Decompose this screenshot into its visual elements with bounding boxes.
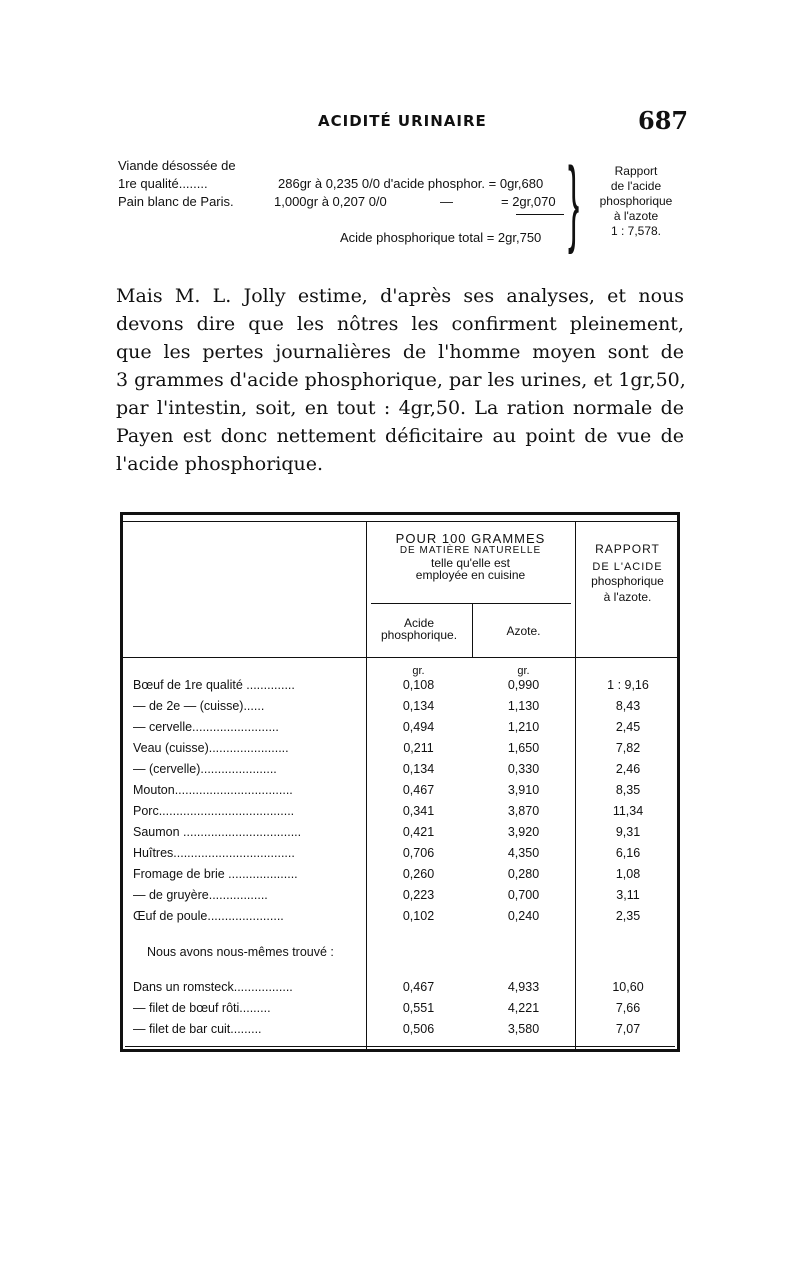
- row-azote: 3,910: [507, 783, 540, 797]
- row-label: Mouton..................................: [133, 783, 293, 797]
- row-label: Dans un romsteck.................: [133, 980, 293, 994]
- row-rapport: 1,08: [615, 867, 641, 881]
- rapport-note: [586, 164, 686, 239]
- nutrition-table: [120, 512, 680, 1052]
- row-azote: 3,580: [507, 1022, 540, 1036]
- row-acide: 0,211: [403, 741, 434, 755]
- unit-acide: gr.: [412, 665, 425, 677]
- table-row: [123, 804, 677, 825]
- table-row: [123, 720, 677, 741]
- row-azote: 1,130: [507, 699, 540, 713]
- row-azote: 0,280: [507, 867, 540, 881]
- row-azote: 0,330: [507, 762, 540, 776]
- row-acide: 0,551: [402, 1001, 435, 1015]
- row-label: — filet de bar cuit.........: [133, 1022, 262, 1036]
- paragraph-line: 3 grammes d'acide phosphorique, par les urines, et 1gr,50,: [116, 369, 686, 391]
- row-azote: 4,221: [507, 1001, 540, 1015]
- row-label: — filet de bœuf rôti.........: [133, 1001, 271, 1015]
- header-rapport-line: DE L'ACIDE: [592, 561, 663, 573]
- section-title: Nous avons nous-mêmes trouvé :: [147, 945, 334, 959]
- calc-line-3-result: = 2gr,070: [501, 194, 556, 209]
- table-row: [123, 867, 677, 888]
- table-row: [123, 762, 677, 783]
- paragraph-line: devons dire que les nôtres les confirment pleinement,: [116, 313, 684, 335]
- header-rapport-line: à l'azote.: [603, 590, 652, 604]
- row-label: Veau (cuisse).......................: [133, 741, 289, 755]
- unit-row: [123, 665, 677, 679]
- row-acide: 0,706: [402, 846, 435, 860]
- calc-line-2-label: 1re qualité........: [118, 176, 208, 191]
- paragraph-line: Mais M. L. Jolly estime, d'après ses analyses, et nous: [116, 285, 684, 307]
- calc-line-1: Viande désossée de: [118, 158, 236, 173]
- page-number: 687: [638, 106, 689, 135]
- table-row: [123, 846, 677, 867]
- row-acide: 0,134: [402, 762, 435, 776]
- row-label: Bœuf de 1re qualité ..............: [133, 678, 295, 692]
- calc-line-3-value: 1,000gr à 0,207 0/0: [274, 194, 387, 209]
- row-rapport: 2,45: [615, 720, 641, 734]
- unit-azote: gr.: [517, 665, 530, 677]
- row-label: — cervelle.........................: [133, 720, 279, 734]
- row-rapport: 7,07: [615, 1022, 641, 1036]
- table-row: [123, 783, 677, 804]
- header-group-line: employée en cuisine: [415, 568, 526, 582]
- row-azote: 0,700: [507, 888, 540, 902]
- table-row: [123, 909, 677, 930]
- header-group-line: DE MATIÈRE NATURELLE: [399, 545, 542, 556]
- body-paragraph: [116, 282, 684, 478]
- row-acide: 0,134: [402, 699, 435, 713]
- row-acide: 0,421: [402, 825, 435, 839]
- row-azote: 3,870: [507, 804, 540, 818]
- section-title-row: [123, 945, 677, 966]
- table-row: [123, 678, 677, 699]
- row-azote: 1,210: [507, 720, 540, 734]
- table-row: [123, 699, 677, 720]
- row-acide: 0,506: [402, 1022, 435, 1036]
- row-rapport: 9,31: [615, 825, 641, 839]
- calc-total-line: Acide phosphorique total = 2gr,750: [340, 230, 542, 245]
- row-rapport: 7,82: [615, 741, 641, 755]
- row-rapport: 8,43: [615, 699, 641, 713]
- table-row: [123, 888, 677, 909]
- row-acide: 0,467: [402, 783, 435, 797]
- rapport-note-line: phosphorique: [599, 194, 673, 208]
- row-rapport: 7,66: [615, 1001, 641, 1015]
- row-rapport: 1 : 9,16: [607, 678, 649, 692]
- calc-line-2-value: 286gr à 0,235 0/0 d'acide phosphor. = 0gr,680: [278, 176, 544, 191]
- table-row: [123, 1001, 677, 1022]
- right-brace: }: [568, 148, 580, 255]
- row-rapport: 2,46: [615, 762, 641, 776]
- row-label: Saumon ..................................: [133, 825, 302, 839]
- row-azote: 4,933: [507, 980, 540, 994]
- row-label: Porc.......................................: [133, 804, 295, 818]
- page-title: ACIDITÉ URINAIRE: [318, 112, 487, 130]
- calc-line-3-label: Pain blanc de Paris.: [118, 194, 234, 209]
- header-acide-line: Acide: [403, 616, 435, 630]
- sum-rule: [516, 214, 564, 215]
- paragraph-line: Payen est donc nettement déficitaire au point de vue de: [116, 425, 684, 447]
- row-acide: 0,260: [402, 867, 435, 881]
- phosphoric-acid-calculation: [118, 148, 698, 278]
- table-row: [123, 741, 677, 762]
- paragraph-line: que les pertes journalières de l'homme moyen sont de: [116, 341, 684, 363]
- header-group-line: telle qu'elle est: [430, 556, 510, 570]
- header-rapport-line: RAPPORT: [595, 542, 660, 556]
- row-label: — (cervelle)......................: [133, 762, 277, 776]
- header-group-line: POUR 100 GRAMMES: [395, 531, 546, 546]
- row-azote: 3,920: [507, 825, 540, 839]
- row-rapport: 11,34: [612, 804, 644, 818]
- row-rapport: 2,35: [615, 909, 641, 923]
- row-acide: 0,341: [402, 804, 435, 818]
- row-label: Huîtres...................................: [133, 846, 295, 860]
- header-acide-line: phosphorique.: [380, 628, 458, 642]
- table-row: [123, 825, 677, 846]
- row-acide: 0,467: [402, 980, 435, 994]
- table-row: [123, 1022, 677, 1043]
- rapport-note-line: de l'acide: [610, 179, 662, 193]
- rapport-note-line: à l'azote: [613, 209, 659, 223]
- row-label: — de gruyère.................: [133, 888, 268, 902]
- header-rapport-line: phosphorique: [591, 574, 664, 588]
- table-row: [123, 980, 677, 1001]
- page-header: [0, 106, 800, 142]
- row-rapport: 3,11: [616, 888, 640, 902]
- rapport-note-line: 1 : 7,578.: [610, 224, 662, 238]
- row-rapport: 6,16: [615, 846, 641, 860]
- row-label: Fromage de brie ....................: [133, 867, 298, 881]
- row-acide: 0,223: [402, 888, 435, 902]
- table-body: [123, 515, 677, 1049]
- row-acide: 0,102: [402, 909, 435, 923]
- row-rapport: 10,60: [612, 980, 644, 994]
- row-azote: 4,350: [507, 846, 540, 860]
- rapport-note-line: Rapport: [614, 164, 658, 178]
- row-label: — de 2e — (cuisse)......: [133, 699, 265, 713]
- row-azote: 0,240: [507, 909, 540, 923]
- row-acide: 0,494: [402, 720, 435, 734]
- row-azote: 1,650: [507, 741, 540, 755]
- calc-line-3-dash: —: [440, 194, 453, 209]
- row-azote: 0,990: [507, 678, 540, 692]
- row-rapport: 8,35: [615, 783, 641, 797]
- header-azote: Azote.: [506, 624, 541, 638]
- paragraph-line: l'acide phosphorique.: [116, 453, 324, 475]
- paragraph-line: par l'intestin, soit, en tout : 4gr,50. La ration normale de: [116, 397, 684, 419]
- row-acide: 0,108: [402, 678, 435, 692]
- row-label: Œuf de poule......................: [133, 909, 284, 923]
